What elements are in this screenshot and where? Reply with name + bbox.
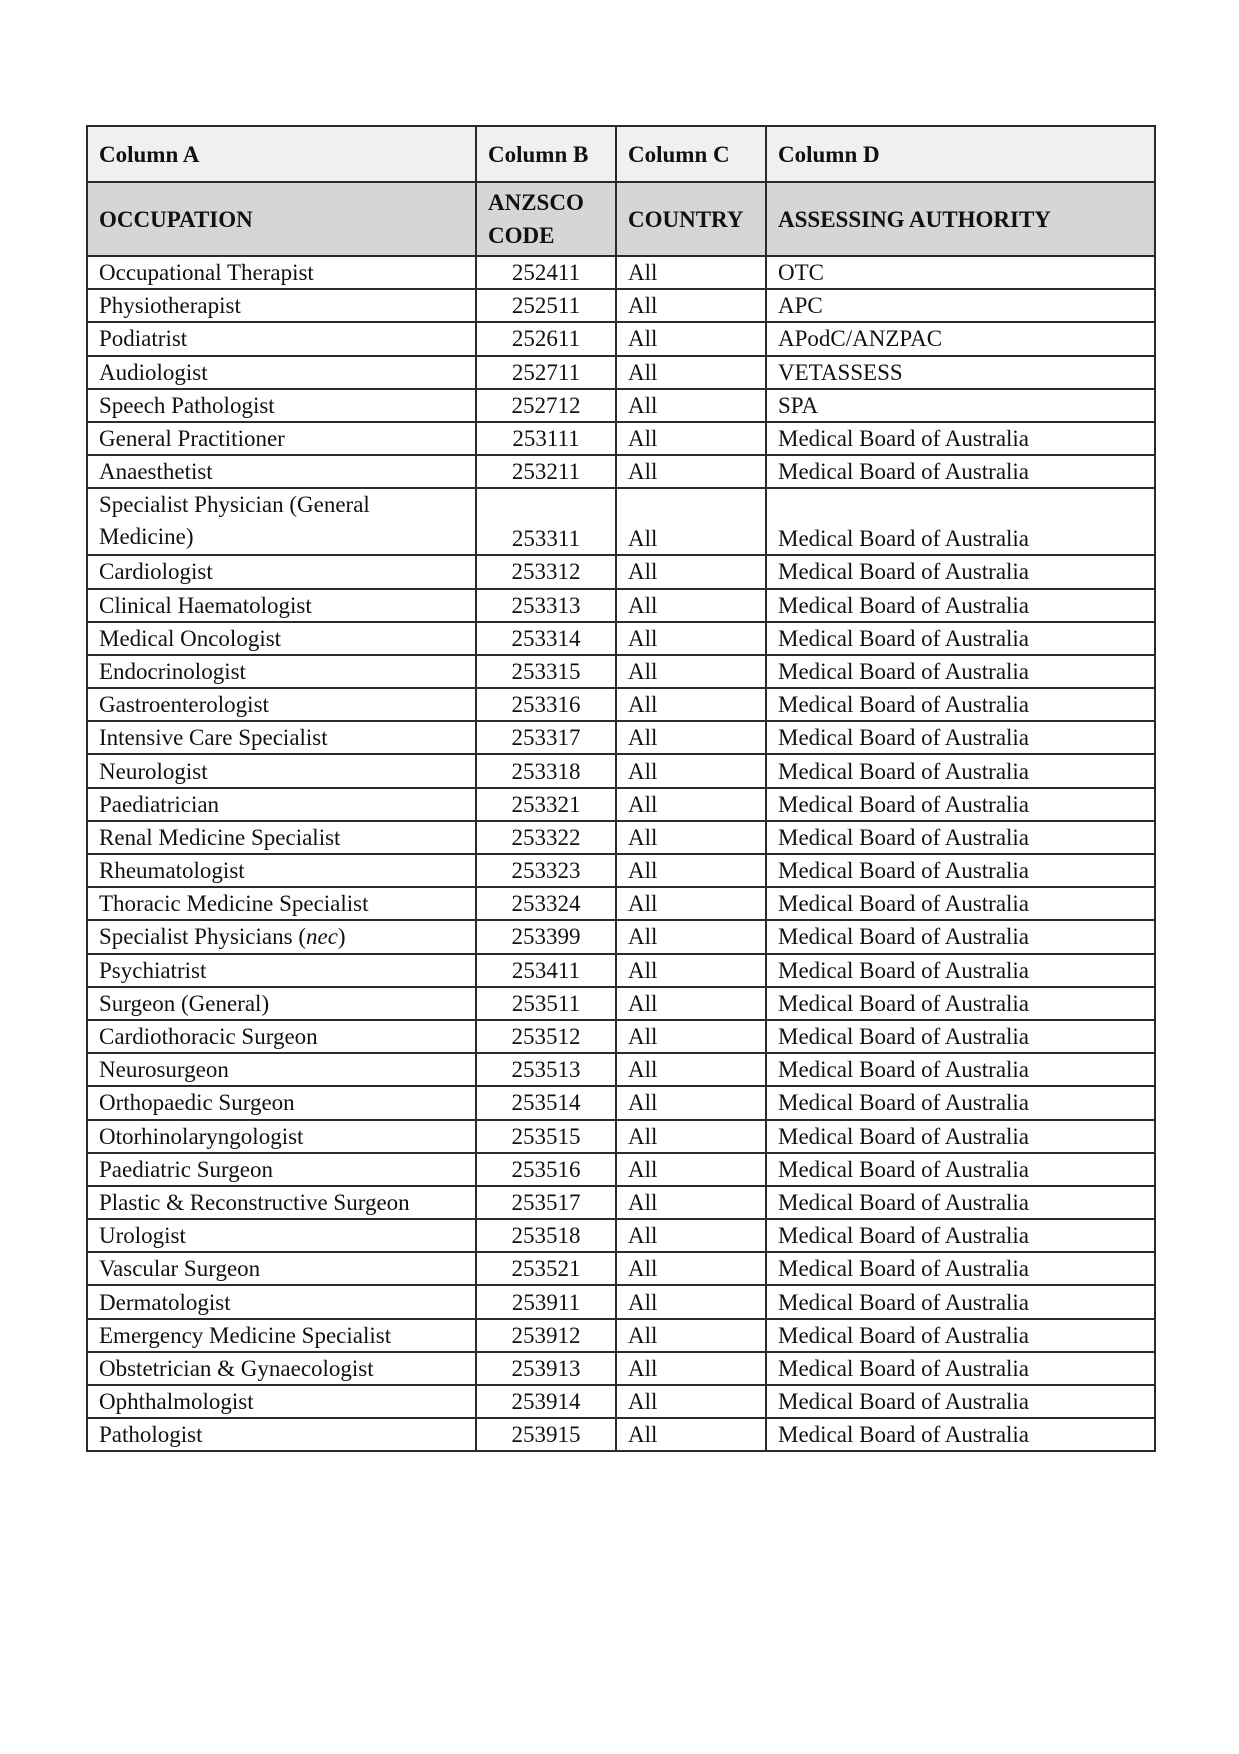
table-row — [87, 389, 1155, 422]
country-cell: All — [616, 1053, 766, 1086]
occupation-text: General Practitioner — [99, 426, 285, 452]
anzsco-code-cell: 253313 — [476, 589, 616, 622]
occupation-header: OCCUPATION — [87, 182, 476, 256]
occupation-cell — [87, 854, 476, 887]
occupation-cell — [87, 1219, 476, 1252]
assessing-authority-cell: Medical Board of Australia — [766, 954, 1155, 987]
table-row — [87, 422, 1155, 455]
occupation-text: Intensive Care Specialist — [99, 725, 328, 751]
occupation-text: Cardiologist — [99, 559, 213, 585]
table-row — [87, 555, 1155, 588]
occupation-cell — [87, 721, 476, 754]
assessing-authority-cell: APodC/ANZPAC — [766, 322, 1155, 355]
anzsco-code-cell: 253316 — [476, 688, 616, 721]
assessing-authority-cell: Medical Board of Australia — [766, 1186, 1155, 1219]
anzsco-code-cell: 253518 — [476, 1219, 616, 1252]
anzsco-code-cell: 253911 — [476, 1285, 616, 1318]
country-cell: All — [616, 1385, 766, 1418]
table-row — [87, 356, 1155, 389]
anzsco-code-cell: 252611 — [476, 322, 616, 355]
occupation-cell — [87, 622, 476, 655]
anzsco-code-cell: 253521 — [476, 1252, 616, 1285]
country-cell: All — [616, 954, 766, 987]
occupation-cell — [87, 1418, 476, 1451]
occupation-cell — [87, 1319, 476, 1352]
occupation-text: Gastroenterologist — [99, 692, 269, 718]
assessing-authority-cell: Medical Board of Australia — [766, 1352, 1155, 1385]
country-cell: All — [616, 1086, 766, 1119]
anzsco-code-cell: 253515 — [476, 1120, 616, 1153]
occupation-text: Obstetrician & Gynaecologist — [99, 1355, 374, 1381]
occupation-text: Otorhinolaryngologist — [99, 1123, 304, 1149]
occupation-text: Renal Medicine Specialist — [99, 824, 341, 850]
occupation-cell — [87, 1285, 476, 1318]
country-cell: All — [616, 754, 766, 787]
assessing-authority-cell: Medical Board of Australia — [766, 589, 1155, 622]
country-cell: All — [616, 1153, 766, 1186]
table-row — [87, 1153, 1155, 1186]
country-cell: All — [616, 1352, 766, 1385]
country-cell: All — [616, 1319, 766, 1352]
assessing-authority-cell: Medical Board of Australia — [766, 655, 1155, 688]
country-cell: All — [616, 688, 766, 721]
country-cell: All — [616, 1120, 766, 1153]
occupation-text: Paediatric Surgeon — [99, 1156, 273, 1182]
assessing-authority-cell: Medical Board of Australia — [766, 688, 1155, 721]
table-row — [87, 256, 1155, 289]
assessing-authority-cell: Medical Board of Australia — [766, 455, 1155, 488]
anzsco-code-cell: 253514 — [476, 1086, 616, 1119]
country-cell: All — [616, 455, 766, 488]
occupation-text: Anaesthetist — [99, 459, 213, 485]
assessing-authority-cell: Medical Board of Australia — [766, 1153, 1155, 1186]
country-cell: All — [616, 256, 766, 289]
occupation-text: Vascular Surgeon — [99, 1256, 261, 1282]
occupation-text: Surgeon (General) — [99, 990, 270, 1016]
assessing-authority-cell: Medical Board of Australia — [766, 821, 1155, 854]
table-row — [87, 1418, 1155, 1451]
table-row — [87, 754, 1155, 787]
country-cell: All — [616, 356, 766, 389]
occupation-cell — [87, 987, 476, 1020]
occupation-cell — [87, 920, 476, 953]
assessing-authority-cell: Medical Board of Australia — [766, 622, 1155, 655]
occupation-cell — [87, 1086, 476, 1119]
country-cell: All — [616, 589, 766, 622]
occupation-cell — [87, 688, 476, 721]
anzsco-code-cell: 252712 — [476, 389, 616, 422]
anzsco-code-cell: 253315 — [476, 655, 616, 688]
country-cell: All — [616, 821, 766, 854]
country-cell: All — [616, 854, 766, 887]
occupation-text: Specialist Physician (General Medicine) — [99, 492, 370, 550]
assessing-authority-cell: OTC — [766, 256, 1155, 289]
table-row — [87, 289, 1155, 322]
table-row — [87, 1285, 1155, 1318]
occupation-text: Clinical Haematologist — [99, 592, 312, 618]
country-cell: All — [616, 1219, 766, 1252]
table-row — [87, 655, 1155, 688]
country-cell: All — [616, 1418, 766, 1451]
assessing-authority-cell: Medical Board of Australia — [766, 721, 1155, 754]
assessing-authority-cell: Medical Board of Australia — [766, 854, 1155, 887]
table-row — [87, 589, 1155, 622]
anzsco-code-cell: 253512 — [476, 1020, 616, 1053]
anzsco-code-cell: 253211 — [476, 455, 616, 488]
occupation-cell — [87, 1186, 476, 1219]
country-cell: All — [616, 788, 766, 821]
occupation-cell — [87, 887, 476, 920]
country-cell: All — [616, 1285, 766, 1318]
country-cell: All — [616, 1252, 766, 1285]
table-row — [87, 688, 1155, 721]
occupation-text: Occupational Therapist — [99, 260, 314, 286]
occupation-text: Cardiothoracic Surgeon — [99, 1024, 318, 1050]
assessing-authority-cell: Medical Board of Australia — [766, 488, 1155, 555]
occupation-note: nec — [306, 924, 338, 950]
table-row — [87, 788, 1155, 821]
anzsco-code-cell: 253914 — [476, 1385, 616, 1418]
occupation-text: Paediatrician — [99, 791, 220, 817]
occupation-text: Specialist Physicians — [99, 924, 293, 950]
anzsco-code-cell: 253323 — [476, 854, 616, 887]
occupation-cell — [87, 589, 476, 622]
table-row — [87, 455, 1155, 488]
occupation-cell — [87, 1120, 476, 1153]
anzsco-code-cell: 253411 — [476, 954, 616, 987]
table-row — [87, 854, 1155, 887]
country-cell: All — [616, 1186, 766, 1219]
country-cell: All — [616, 1020, 766, 1053]
assessing-authority-cell: Medical Board of Australia — [766, 987, 1155, 1020]
occupation-cell — [87, 1385, 476, 1418]
country-cell: All — [616, 987, 766, 1020]
occupation-text: Orthopaedic Surgeon — [99, 1090, 295, 1116]
table-row — [87, 920, 1155, 953]
occupation-cell — [87, 356, 476, 389]
anzsco-code-cell: 253314 — [476, 622, 616, 655]
assessing-authority-cell: Medical Board of Australia — [766, 788, 1155, 821]
table-row — [87, 954, 1155, 987]
header-row — [87, 182, 1155, 256]
country-cell: All — [616, 422, 766, 455]
country-header: COUNTRY — [616, 182, 766, 256]
table-body — [87, 256, 1155, 1451]
anzsco-code-cell: 253111 — [476, 422, 616, 455]
occupation-text: Pathologist — [99, 1422, 203, 1448]
occupation-text: Podiatrist — [99, 326, 188, 352]
occupation-table — [86, 125, 1156, 1452]
occupation-text: Physiotherapist — [99, 293, 241, 319]
assessing-authority-cell: Medical Board of Australia — [766, 1020, 1155, 1053]
country-cell: All — [616, 920, 766, 953]
country-cell: All — [616, 887, 766, 920]
anzsco-code-cell: 253517 — [476, 1186, 616, 1219]
anzsco-code-cell: 253913 — [476, 1352, 616, 1385]
occupation-text: Neurologist — [99, 758, 208, 784]
occupation-cell — [87, 422, 476, 455]
anzsco-code-cell: 253915 — [476, 1418, 616, 1451]
occupation-cell — [87, 821, 476, 854]
country-cell: All — [616, 289, 766, 322]
table-row — [87, 887, 1155, 920]
anzsco-code-header: ANZSCO CODE — [476, 182, 616, 256]
occupation-cell — [87, 655, 476, 688]
assessing-authority-cell: Medical Board of Australia — [766, 1053, 1155, 1086]
anzsco-code-cell: 253312 — [476, 555, 616, 588]
table-row — [87, 488, 1155, 555]
occupation-text: Endocrinologist — [99, 658, 246, 684]
paren-close: ) — [337, 924, 346, 950]
anzsco-code-cell: 253324 — [476, 887, 616, 920]
column-a-label: Column A — [87, 126, 476, 182]
column-c-label: Column C — [616, 126, 766, 182]
country-cell: All — [616, 655, 766, 688]
paren-open: ( — [292, 924, 306, 950]
table-row — [87, 1053, 1155, 1086]
country-cell: All — [616, 622, 766, 655]
assessing-authority-cell: SPA — [766, 389, 1155, 422]
table-row — [87, 1385, 1155, 1418]
anzsco-code-cell: 252411 — [476, 256, 616, 289]
assessing-authority-cell: Medical Board of Australia — [766, 1252, 1155, 1285]
table-row — [87, 1186, 1155, 1219]
anzsco-code-cell: 253912 — [476, 1319, 616, 1352]
assessing-authority-cell: Medical Board of Australia — [766, 555, 1155, 588]
anzsco-code-cell: 252511 — [476, 289, 616, 322]
table-row — [87, 1020, 1155, 1053]
assessing-authority-cell: Medical Board of Australia — [766, 1120, 1155, 1153]
occupation-cell — [87, 322, 476, 355]
table-row — [87, 1352, 1155, 1385]
occupation-text: Plastic & Reconstructive Surgeon — [99, 1189, 410, 1215]
column-letter-row — [87, 126, 1155, 182]
column-d-label: Column D — [766, 126, 1155, 182]
anzsco-code-cell: 253318 — [476, 754, 616, 787]
assessing-authority-cell: Medical Board of Australia — [766, 422, 1155, 455]
occupation-text: Rheumatologist — [99, 858, 245, 884]
table-row — [87, 322, 1155, 355]
anzsco-code-cell: 253321 — [476, 788, 616, 821]
table-row — [87, 622, 1155, 655]
occupation-text: Psychiatrist — [99, 957, 207, 983]
occupation-cell — [87, 1352, 476, 1385]
occupation-text: Ophthalmologist — [99, 1389, 254, 1415]
table-row — [87, 1219, 1155, 1252]
country-cell: All — [616, 555, 766, 588]
occupation-text: Audiologist — [99, 359, 208, 385]
occupation-cell — [87, 954, 476, 987]
anzsco-code-cell: 253511 — [476, 987, 616, 1020]
anzsco-code-cell: 253516 — [476, 1153, 616, 1186]
assessing-authority-cell: Medical Board of Australia — [766, 1219, 1155, 1252]
anzsco-code-cell: 253513 — [476, 1053, 616, 1086]
table-row — [87, 1319, 1155, 1352]
assessing-authority-cell: Medical Board of Australia — [766, 887, 1155, 920]
anzsco-code-cell: 253317 — [476, 721, 616, 754]
assessing-authority-cell: Medical Board of Australia — [766, 1285, 1155, 1318]
anzsco-code-cell: 253311 — [476, 488, 616, 555]
occupation-text: Neurosurgeon — [99, 1057, 229, 1083]
occupation-cell — [87, 1153, 476, 1186]
country-cell: All — [616, 488, 766, 555]
occupation-cell — [87, 488, 476, 555]
occupation-cell — [87, 788, 476, 821]
occupation-cell — [87, 1020, 476, 1053]
table-row — [87, 721, 1155, 754]
assessing-authority-cell: VETASSESS — [766, 356, 1155, 389]
occupation-cell — [87, 389, 476, 422]
table-row — [87, 821, 1155, 854]
occupation-text: Speech Pathologist — [99, 392, 275, 418]
occupation-text: Urologist — [99, 1223, 186, 1249]
table-row — [87, 1252, 1155, 1285]
table-row — [87, 987, 1155, 1020]
assessing-authority-cell: Medical Board of Australia — [766, 1086, 1155, 1119]
assessing-authority-cell: Medical Board of Australia — [766, 920, 1155, 953]
occupation-text: Thoracic Medicine Specialist — [99, 891, 369, 917]
assessing-authority-cell: Medical Board of Australia — [766, 754, 1155, 787]
assessing-authority-cell: Medical Board of Australia — [766, 1385, 1155, 1418]
occupation-cell — [87, 754, 476, 787]
country-cell: All — [616, 721, 766, 754]
assessing-authority-cell: APC — [766, 289, 1155, 322]
assessing-authority-cell: Medical Board of Australia — [766, 1319, 1155, 1352]
occupation-cell — [87, 455, 476, 488]
occupation-cell — [87, 256, 476, 289]
occupation-text: Medical Oncologist — [99, 625, 282, 651]
occupation-cell — [87, 555, 476, 588]
occupation-cell — [87, 1053, 476, 1086]
country-cell: All — [616, 389, 766, 422]
anzsco-code-cell: 253399 — [476, 920, 616, 953]
table-row — [87, 1086, 1155, 1119]
table-row — [87, 1120, 1155, 1153]
assessing-authority-cell: Medical Board of Australia — [766, 1418, 1155, 1451]
country-cell: All — [616, 322, 766, 355]
occupation-text: Emergency Medicine Specialist — [99, 1322, 392, 1348]
occupation-cell — [87, 1252, 476, 1285]
anzsco-code-cell: 252711 — [476, 356, 616, 389]
occupation-text: Dermatologist — [99, 1289, 231, 1315]
column-b-label: Column B — [476, 126, 616, 182]
occupation-cell — [87, 289, 476, 322]
assessing-authority-header: ASSESSING AUTHORITY — [766, 182, 1155, 256]
anzsco-code-cell: 253322 — [476, 821, 616, 854]
